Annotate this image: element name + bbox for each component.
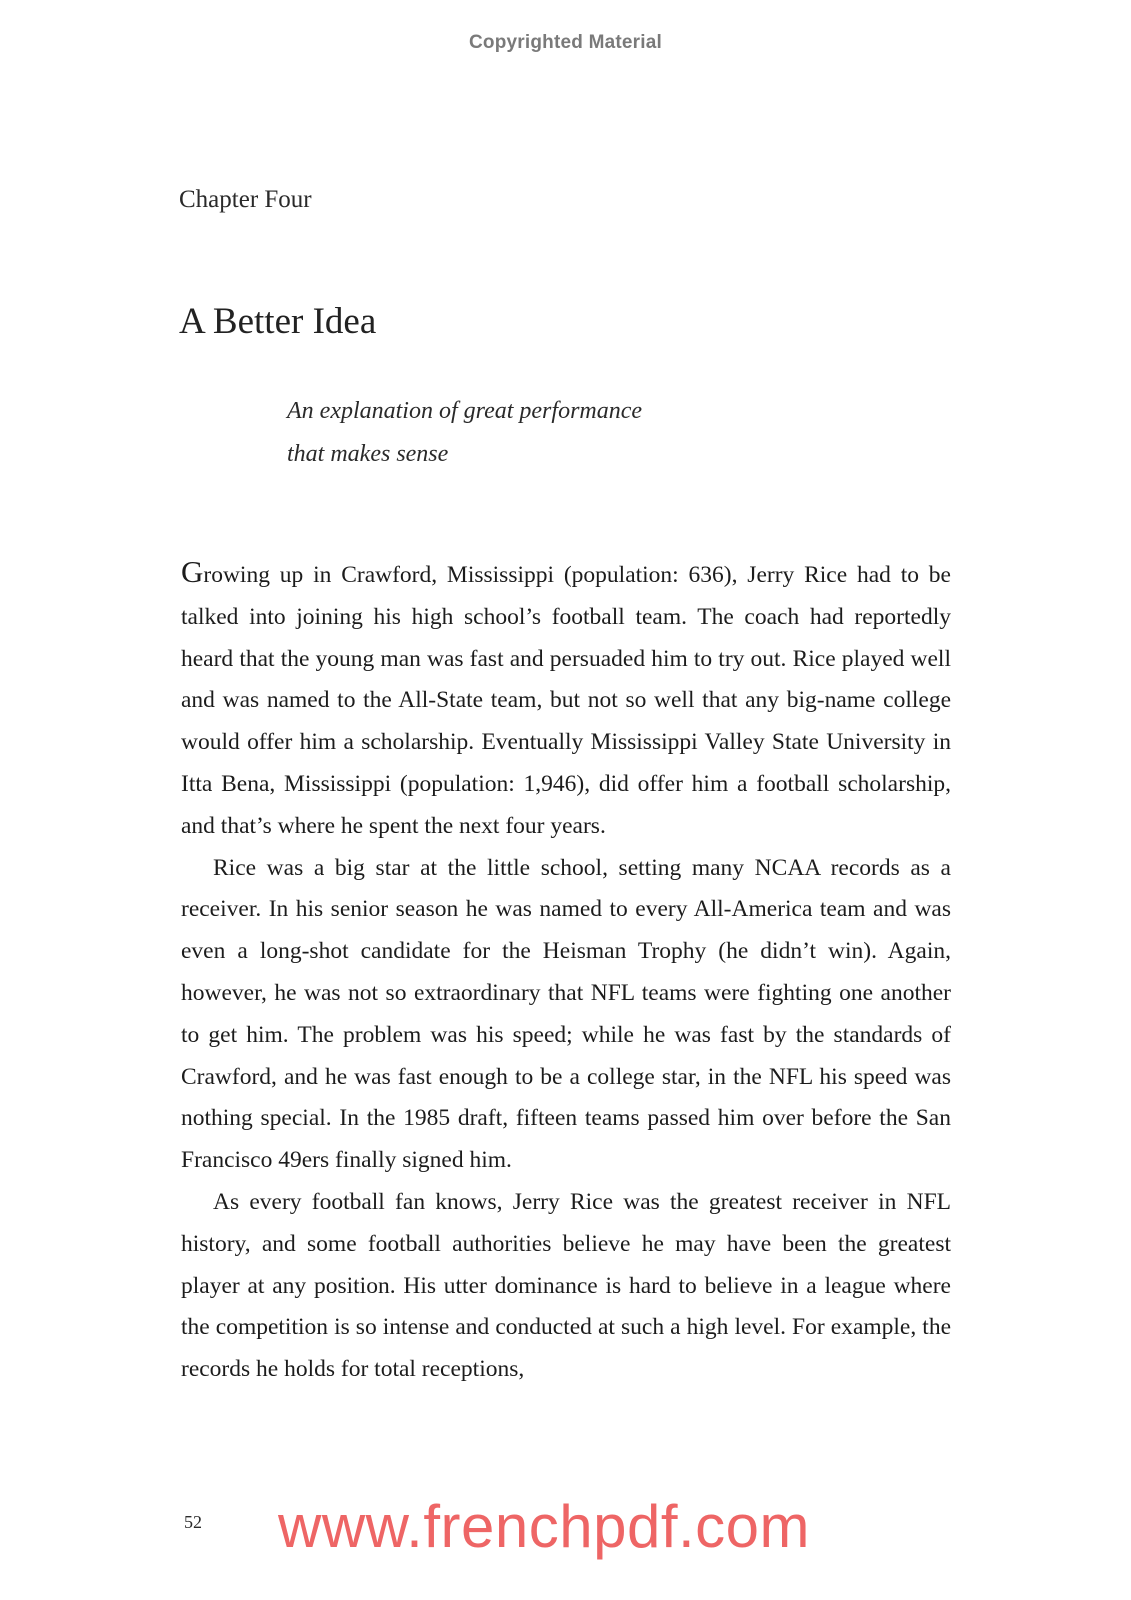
copyright-watermark: Copyrighted Material: [469, 32, 662, 53]
site-watermark: www.frenchpdf.com: [278, 1493, 811, 1560]
chapter-label: Chapter Four: [179, 186, 312, 213]
page-number: 52: [184, 1512, 202, 1532]
epigraph: [287, 390, 642, 476]
epigraph-line: that makes sense: [287, 441, 449, 467]
paragraph: [181, 551, 951, 848]
paragraph: Rice was a big star at the little school, setting many NCAA records as a receiver. In his senior season he was named to every All-America team and was even a long-shot candidate for the Heisman Trophy (he didn’t win). Again, however, he was not so extraordinary that NFL teams were fighting one another to get him. The problem was his speed; while he was fast by the standards of Crawford, and he was fast enough to be a college star, in the NFL his speed was nothing special. In the 1985 draft, fifteen teams passed him over before the San Francisco 49ers finally signed him.: [181, 854, 951, 1174]
epigraph-line: An explanation of great performance: [287, 398, 643, 424]
paragraph: As every football fan knows, Jerry Rice was the greatest receiver in NFL history, and some football authorities believe he may have been the greatest player at any position. His utter dominance is hard to believe in a league where the competition is so intense and conducted at such a high level. For example, the records he holds for total receptions,: [181, 1188, 951, 1383]
drop-cap: G: [181, 554, 204, 589]
chapter-title: A Better Idea: [179, 301, 377, 342]
body-text: [181, 551, 951, 1391]
paragraph-text: rowing up in Crawford, Mississippi (population: 636), Jerry Rice had to be talked into joining his high school’s football team. The coach had reportedly heard that the young man was fast and persuaded him to try out. Rice played well and was named to the All-State team, but not so well that any big-name college would offer him a scholarship. Eventually Mississippi Valley State University in Itta Bena, Mississippi (population: 1,946), did offer him a football scholarship, and that’s where he spent the next four years.: [181, 562, 951, 839]
